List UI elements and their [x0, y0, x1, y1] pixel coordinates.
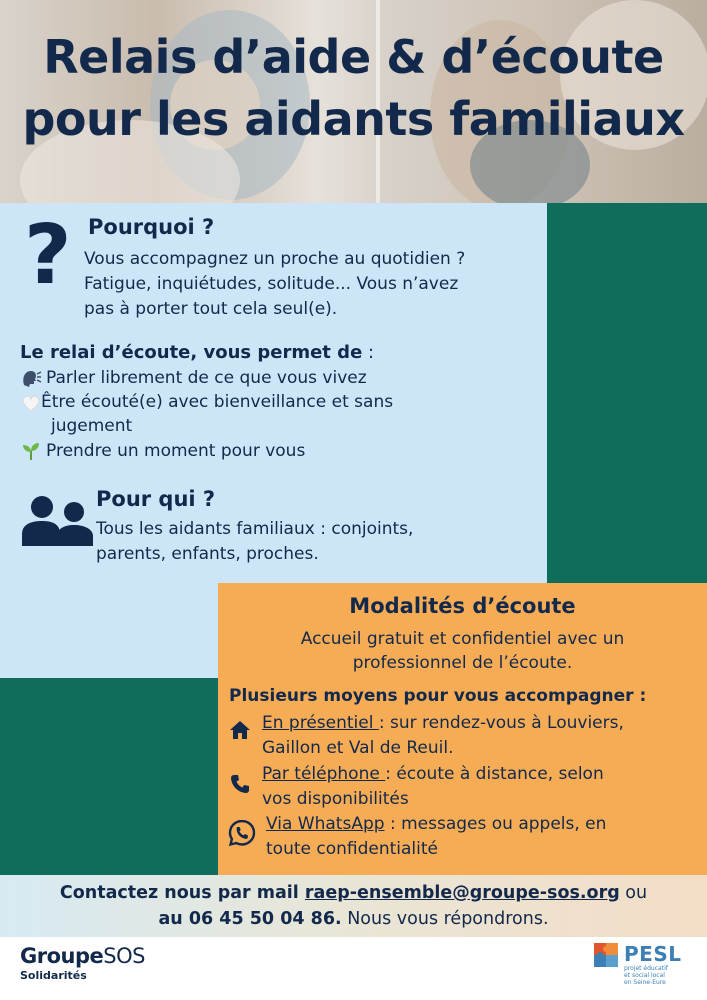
pourquoi-line-3: pas à porter tout cela seul(e). [84, 299, 338, 319]
pesl-wordmark: PESL [624, 942, 682, 966]
header-photo-banner [0, 0, 707, 203]
contact-suffix: Nous vous répondrons. [341, 909, 549, 929]
modalites-intro-line-1: Accueil gratuit et confidentiel avec un [300, 629, 625, 649]
pour-qui-line-1: Tous les aidants familiaux : conjoints, [96, 519, 414, 539]
pour-qui-line-2: parents, enfants, proches. [96, 544, 319, 564]
contact-phone[interactable]: 06 45 50 04 86. [188, 909, 342, 929]
white-heart-icon [20, 392, 42, 414]
relai-heading [20, 342, 374, 363]
title-line-2: pour les aidants familiaux [22, 92, 685, 146]
modalites-heading: Modalités d’écoute [349, 594, 576, 618]
groupe-logo-solidarites: Solidarités [20, 969, 87, 982]
groupe-logo-light: SOS [103, 944, 145, 968]
people-icon [20, 494, 94, 546]
presentiel-text: : sur rendez-vous à Louviers, [378, 713, 624, 733]
relai-item-3: Prendre un moment pour vous [46, 441, 306, 461]
groupe-logo-bold: Groupe [20, 944, 104, 968]
puzzle-icon [590, 940, 622, 974]
relai-item-1: Parler librement de ce que vous vivez [46, 368, 367, 388]
pour-qui-heading: Pour qui ? [96, 487, 216, 511]
modalites-subheading: Plusieurs moyens pour vous accompagner : [229, 686, 647, 706]
modalite-presentiel [262, 712, 624, 735]
pesl-sub-1: projet éducatif [624, 965, 668, 972]
pourquoi-heading: Pourquoi ? [88, 215, 215, 239]
telephone-text: : écoute à distance, selon [385, 764, 604, 784]
pourquoi-line-1: Vous accompagnez un proche au quotidien ? [84, 249, 466, 269]
modalite-telephone-line-2: vos disponibilités [262, 789, 409, 809]
whatsapp-icon [227, 818, 257, 848]
modalite-whatsapp [266, 813, 606, 836]
relai-heading-bold: Le relai d’écoute, vous permet de [20, 342, 363, 363]
green-panel-right [547, 203, 707, 583]
relai-item-2-line-2: jugement [51, 416, 133, 436]
whatsapp-link[interactable]: Via WhatsApp [266, 814, 385, 834]
relai-item-2: Être écouté(e) avec bienveillance et sans [41, 392, 394, 412]
pesl-sub-2: et social local [624, 972, 665, 979]
contact-line-1 [0, 880, 707, 906]
relai-heading-colon: : [362, 342, 375, 363]
phone-icon [229, 773, 251, 795]
contact-phone-prefix: au [158, 909, 189, 929]
modalite-presentiel-line-2: Gaillon et Val de Reuil. [262, 738, 454, 758]
modalite-telephone [262, 763, 604, 786]
modalite-whatsapp-line-2: toute confidentialité [266, 839, 439, 859]
page-title [0, 26, 707, 150]
speaking-head-icon [20, 367, 42, 389]
question-mark-icon: ? [24, 208, 72, 303]
home-icon [229, 719, 251, 741]
telephone-link[interactable]: Par téléphone [262, 764, 386, 784]
modalites-intro-line-2: professionnel de l’écoute. [352, 653, 573, 673]
contact-line-2 [0, 906, 707, 932]
pourquoi-line-2: Fatigue, inquiétudes, solitude... Vous n’avez [84, 274, 459, 294]
pesl-sub-3: en Seine-Eure [624, 979, 666, 986]
contact-prefix: Contactez nous par mail [59, 883, 305, 903]
seedling-icon [20, 440, 42, 462]
groupe-sos-logo [20, 944, 145, 982]
pesl-logo [588, 938, 688, 994]
contact-or: ou [619, 883, 648, 903]
whatsapp-text: : messages ou appels, en [384, 814, 607, 834]
title-line-1: Relais d’aide & d’écoute [43, 30, 664, 84]
presentiel-link[interactable]: En présentiel [262, 713, 379, 733]
pesl-subtitle [624, 965, 668, 986]
contact-email-link[interactable]: raep-ensemble@groupe-sos.org [304, 883, 620, 903]
green-panel-left [0, 678, 218, 875]
